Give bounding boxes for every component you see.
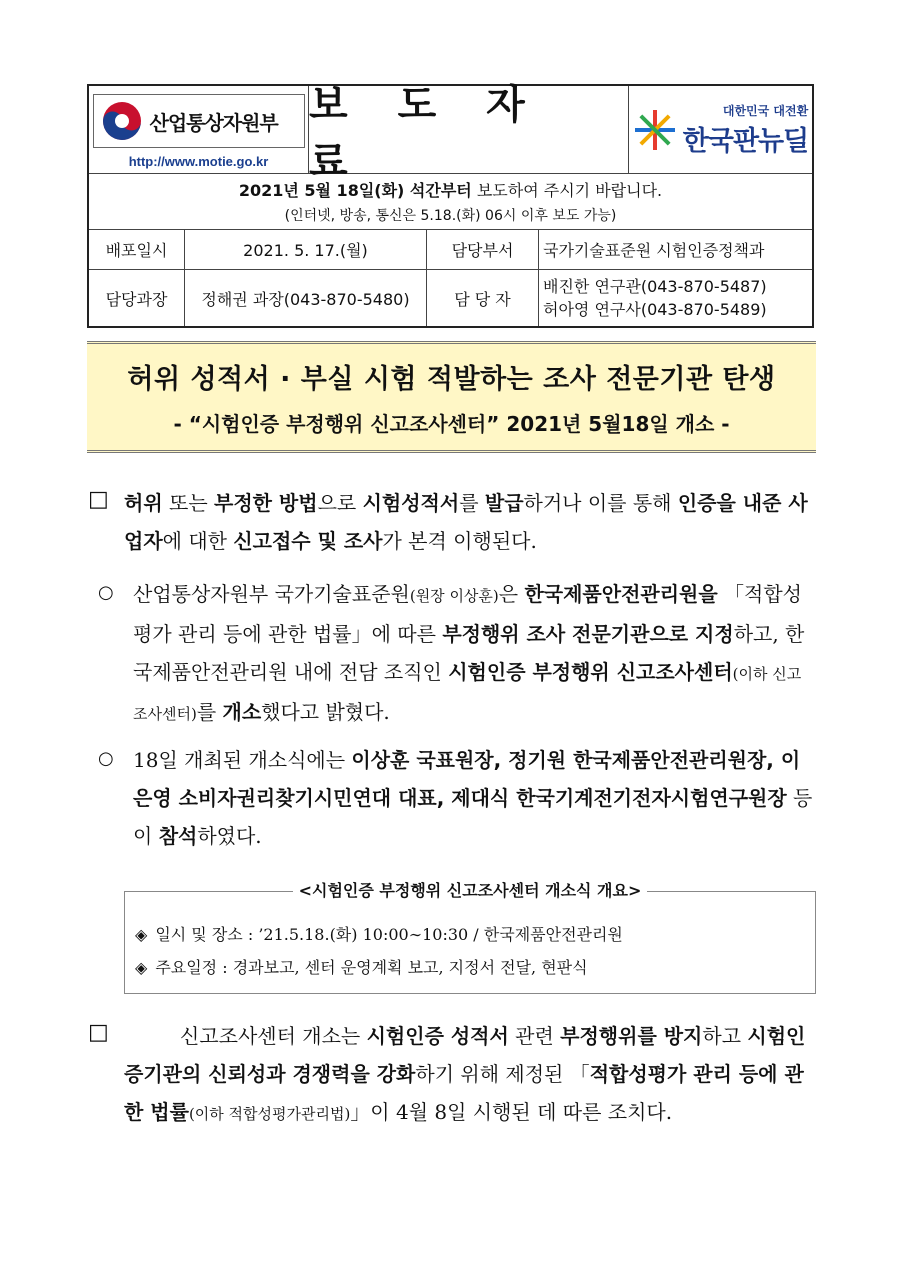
new-deal-slogan: 대한민국 대전환 (722, 103, 809, 118)
body-text: 를 (459, 491, 485, 515)
embargo-line (239, 178, 662, 201)
body-text: 하고 (702, 1024, 748, 1048)
new-deal-star-icon (633, 108, 677, 152)
ministry-logo-cell (89, 86, 309, 173)
new-deal-text (683, 102, 808, 158)
overview-title-text: <시험인증 부정행위 신고조사센터 개소식 개요> (293, 881, 648, 900)
square-bullet-icon: □ (88, 487, 109, 512)
paragraph-4 (124, 1017, 816, 1133)
emphasis-text: 이상훈 국표원장, 정기원 한국제품안전관리원장, 이은영 소비자권리찾기시민연대 대표, 제대식 한국기계전기전자시험연구원장 (133, 748, 801, 810)
distribution-row (89, 230, 812, 270)
note-text: (이하 적합성평가관리법) (188, 1105, 351, 1123)
body-text: 하였다. (197, 824, 262, 848)
emphasis-text: 시험인증기관의 신뢰성과 경쟁력을 강화 (124, 1024, 806, 1086)
body-text: 또는 (162, 491, 214, 515)
body-text: 18일 개최된 개소식에는 (133, 748, 352, 772)
diamond-bullet-icon: ◈ (135, 958, 148, 977)
body-text: 했다고 밝혔다. (261, 700, 390, 724)
ministry-logo (93, 94, 305, 148)
header-top-row (89, 81, 812, 185)
contact-label: 담 당 자 (427, 270, 539, 326)
dept-label: 담당부서 (427, 230, 539, 269)
body-text: 」이 4월 8일 시행된 데 따른 조치다. (350, 1100, 673, 1124)
taegeuk-emblem-icon (100, 99, 144, 143)
body-text: 신고조사센터 개소는 (180, 1024, 367, 1048)
headline-band (87, 341, 816, 453)
manager-value: 정해권 과장(043-870-5480) (185, 270, 427, 326)
body-text: 를 (196, 700, 223, 724)
emphasis-text: 부정행위 조사 전문기관으로 지정 (442, 622, 734, 646)
headline-title: 허위 성적서 · 부실 시험 적발하는 조사 전문기관 탄생 (127, 364, 776, 395)
embargo-text: 보도하여 주시기 바랍니다. (471, 181, 663, 200)
emphasis-text: 참석 (158, 824, 198, 848)
ministry-url[interactable]: http://www.motie.go.kr (128, 154, 269, 169)
embargo-date: 2021년 5월 18일(화) 석간부터 (238, 181, 472, 200)
circle-bullet-icon: ○ (98, 582, 114, 603)
emphasis-text: 개소 (222, 700, 262, 724)
embargo-row (89, 174, 812, 230)
emphasis-text: 시험인증 부정행위 신고조사센터 (448, 660, 733, 684)
dept-value: 국가기술표준원 시험인증정책과 (543, 241, 765, 260)
note-text: (이하 신고조사센터) (133, 665, 802, 723)
note-text: (원장 이상훈) (409, 587, 499, 605)
body-text: 산업통상자원부 국가기술표준원 (133, 582, 410, 606)
overview-item-program (135, 955, 588, 978)
square-bullet-icon: □ (88, 1020, 109, 1045)
paragraph-3 (133, 741, 815, 855)
contact-person-2: 허아영 연구사(043-870-5489) (543, 300, 767, 319)
body-text: 은 (498, 582, 525, 606)
ministry-name: 산업통상자원부 (149, 110, 278, 135)
manager-label: 담당과장 (89, 270, 185, 326)
headline-subtitle: - “시험인증 부정행위 신고조사센터” 2021년 5월18일 개소 - (173, 412, 730, 436)
emphasis-text: 시험성적서 (362, 491, 460, 515)
body-text: 「적합성평가 관리 등에 관한 법률」에 따른 (133, 582, 802, 646)
emphasis-text: 발급 (484, 491, 524, 515)
press-header-table (87, 81, 814, 328)
emphasis-text: 부정한 방법 (214, 491, 318, 515)
document-title: 보 도 자 료 (309, 86, 629, 173)
emphasis-text: 한국제품안전관리원을 (524, 582, 718, 606)
emphasis-text: 적합성평가 관리 등에 관한 법률 (124, 1062, 804, 1124)
emphasis-text: 신고접수 및 조사 (233, 529, 383, 553)
body-text: 등이 (133, 786, 813, 848)
emphasis-text: 시험인증 성적서 (366, 1024, 509, 1048)
circle-bullet-icon: ○ (98, 748, 114, 769)
contact-person-1: 배진한 연구관(043-870-5487) (543, 277, 767, 296)
dist-date-label: 배포일시 (89, 230, 185, 269)
emphasis-text: 부정행위를 방지 (560, 1024, 703, 1048)
emphasis-text: 허위 (124, 491, 163, 515)
body-text: 으로 (317, 491, 363, 515)
overview-item-text: 주요일정 : 경과보고, 센터 운영계획 보고, 지정서 전달, 현판식 (155, 958, 588, 977)
overview-title (125, 878, 815, 901)
body-text: 하거나 이를 통해 (523, 491, 678, 515)
overview-item-text: 일시 및 장소 : ’21.5.18.(화) 10:00∼10:30 / 한국제품안전관리원 (155, 925, 623, 944)
contact-values (539, 270, 812, 326)
overview-item-schedule (135, 922, 623, 945)
new-deal-logo (629, 86, 812, 173)
paragraph-2 (133, 575, 815, 733)
body-text: 관련 (508, 1024, 561, 1048)
dist-date-value: 2021. 5. 17.(월) (185, 230, 427, 269)
contact-row (89, 270, 812, 326)
emphasis-text: 인증을 내준 사업자 (124, 491, 808, 553)
body-text: 가 본격 이행된다. (382, 529, 537, 553)
diamond-bullet-icon: ◈ (135, 925, 148, 944)
body-text: 하기 위해 제정된 「 (415, 1062, 590, 1086)
new-deal-name: 한국판뉴딜 (682, 125, 809, 157)
embargo-note: (인터넷, 방송, 통신은 5.18.(화) 06시 이후 보도 가능) (284, 208, 617, 224)
body-text: 에 대한 (162, 529, 234, 553)
body-text: 하고, 한국제품안전관리원 내에 전담 조직인 (133, 622, 805, 684)
ceremony-overview-box (124, 881, 816, 994)
paragraph-1 (124, 484, 816, 560)
